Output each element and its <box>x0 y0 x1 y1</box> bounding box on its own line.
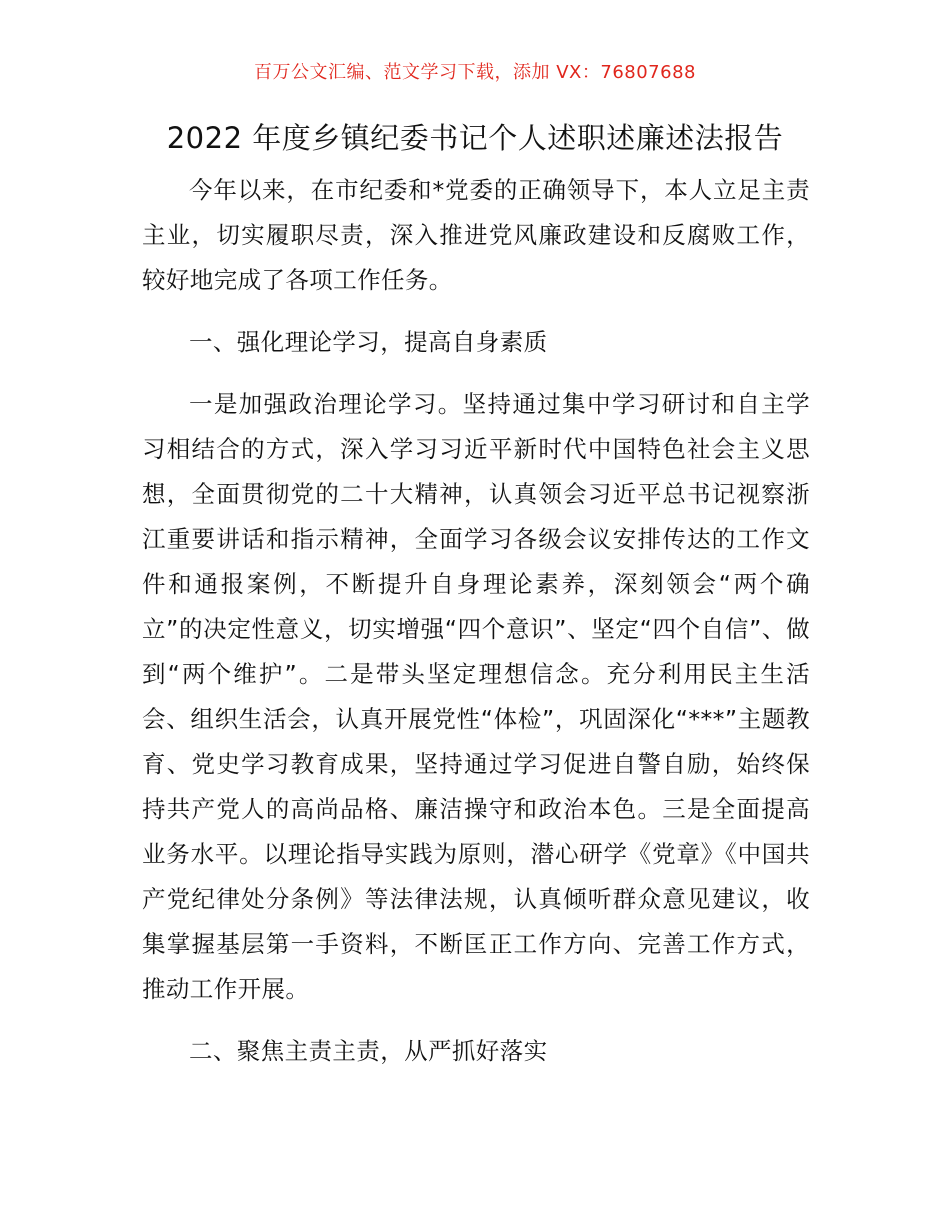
section-heading-1: 一、强化理论学习，提高自身素质 <box>189 328 548 356</box>
section-heading-2: 二、聚焦主责主责，从严抓好落实 <box>189 1037 548 1065</box>
intro-paragraph: 今年以来，在市纪委和*党委的正确领导下，本人立足主责主业，切实履职尽责，深入推进党风廉政建设和反腐败工作，较好地完成了各项工作任务。 <box>142 176 810 294</box>
document-title: 2022 年度乡镇纪委书记个人述职述廉述法报告 <box>166 121 784 155</box>
header-watermark-note: 百万公文汇编、范文学习下载，添加 VX：76807688 <box>254 62 696 83</box>
section-1-paragraph: 一是加强政治理论学习。坚持通过集中学习研讨和自主学习相结合的方式，深入学习习近平新时代中国特色社会主义思想，全面贯彻党的二十大精神，认真领会习近平总书记视察浙江重要讲话和指示精神，全面学习各级会议安排传达的工作文件和通报案例，不断提升自身理论素养，深刻领会“两个确立”的决定性意义，切实增强“四个意识”、坚定“四个自信”、做到“两个维护”。二是带头坚定理想信念。充分利用民主生活会、组织生活会，认真开展党性“体检”，巩固深化“***”主题教育、党史学习教育成果，坚持通过学习促进自警自励，始终保持共产党人的高尚品格、廉洁操守和政治本色。三是全面提高业务水平。以理论指导实践为原则，潜心研学《党章》《中国共产党纪律处分条例》等法律法规，认真倾听群众意见建议，收集掌握基层第一手资料，不断匡正工作方向、完善工作方式，推动工作开展。 <box>142 390 810 1003</box>
document-body <box>142 168 810 1091</box>
